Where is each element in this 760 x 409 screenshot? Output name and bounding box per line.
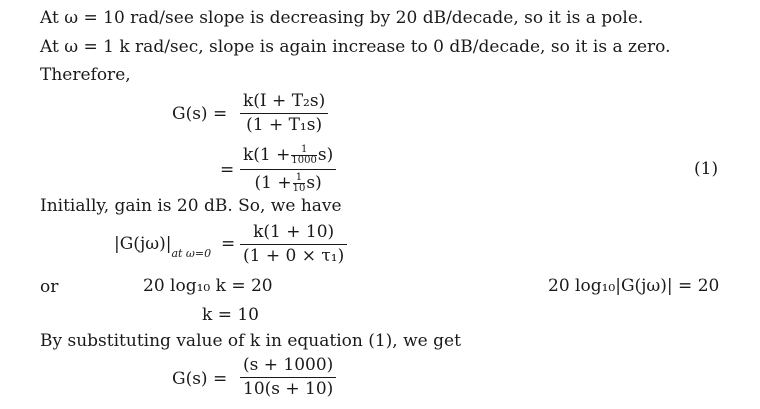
eq2-equals: =	[221, 234, 236, 254]
eq1-den2-small-fraction	[293, 173, 306, 194]
eq1-den2-pre: (1 +	[254, 173, 292, 193]
eq1-equals: =	[220, 160, 235, 180]
eq1-num2-pre: k(1 +	[243, 145, 291, 165]
text-line-gain: Initially, gain is 20 dB. So, we have	[40, 196, 342, 216]
small-frac-num: 1	[300, 144, 308, 155]
text-line-2: At ω = 1 k rad/sec, slope is again increase to 0 dB/decade, so it is a zero.	[40, 37, 671, 57]
eq4-numerator: (s + 1000)	[243, 355, 334, 375]
eq1-num2-small-fraction	[291, 145, 316, 166]
eq1-lhs: G(s) =	[172, 104, 228, 124]
eq1-denominator-1: (1 + T₁s)	[246, 115, 323, 135]
eq4-lhs: G(s) =	[172, 369, 228, 389]
eq3-left: 20 log₁₀ k = 20	[143, 276, 273, 296]
small-frac-den: 10	[292, 183, 306, 194]
eq2-numerator: k(1 + 10)	[253, 222, 335, 242]
or-label: or	[40, 277, 59, 297]
eq2-subscript: at ω=0	[171, 247, 212, 260]
eq1-numerator-1: k(I + T₂s)	[243, 91, 326, 111]
text-line-3: Therefore,	[40, 65, 131, 85]
small-frac-den: 1000	[291, 155, 317, 166]
eq2-magnitude: |G(jω)|	[114, 234, 172, 254]
small-frac-num: 1	[295, 172, 303, 183]
eq4-fraction	[240, 357, 336, 398]
eq4-denominator: 10(s + 10)	[243, 379, 334, 399]
eq3-k-value: k = 10	[202, 305, 259, 325]
eq1-den2-post: s)	[306, 173, 322, 193]
text-line-1: At ω = 10 rad/see slope is decreasing by 20 dB/decade, so it is a pole.	[40, 8, 644, 28]
eq1-fraction-2	[240, 145, 336, 194]
eq2-denominator: (1 + 0 × τ₁)	[243, 246, 345, 266]
eq1-num2-post: s)	[317, 145, 334, 165]
eq2-fraction	[240, 224, 347, 265]
eq1-fraction-1	[240, 93, 328, 134]
text-line-substitute: By substituting value of k in equation (1), we get	[40, 331, 461, 351]
eq1-denominator-2	[252, 170, 325, 194]
eq3-right: 20 log₁₀|G(jω)| = 20	[548, 276, 720, 296]
eq1-numerator-2	[240, 145, 336, 169]
equation-number: (1)	[694, 159, 719, 179]
